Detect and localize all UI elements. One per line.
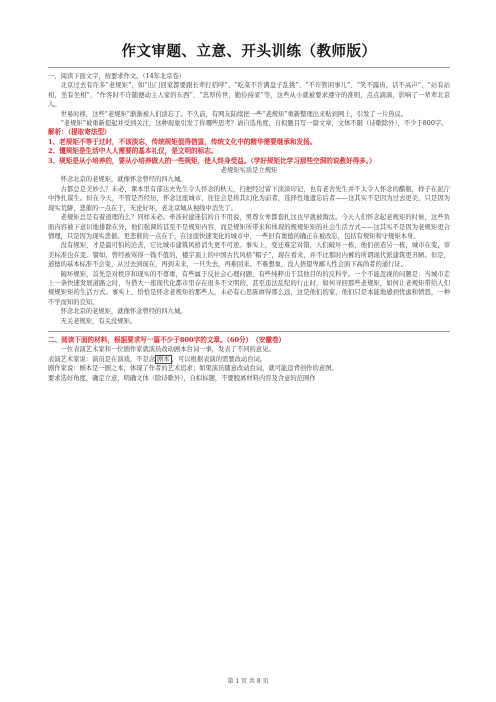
material-quote-end: ，可以根据表演的需要改动台词。 bbox=[171, 355, 267, 363]
material-boxed-word: 剧本 bbox=[157, 355, 170, 363]
material-paragraph: 要求选好角度，确定立意，明确文体（除诗歌外），自拟标题，不要脱离材料内容及含意的范围作 bbox=[48, 374, 316, 382]
section1-heading: 一、阅读下面文字，按要求作文。（14年北京卷） bbox=[48, 73, 186, 80]
material-paragraph: 一位表演艺术家和一位剧作家就演员改动剧本台词一事，发表了不同的意见。 bbox=[60, 346, 275, 354]
material-paragraph: 剧作家说：剧本是一剧之本，体现了作者的艺术追求；如果演员随意改动台词，就可能违背创作的意图。 bbox=[48, 365, 338, 373]
page-footer: 第 1 页 共 8 页 bbox=[227, 678, 269, 685]
essay-title: 老规矩实质是立规矩 bbox=[220, 167, 278, 175]
essay-paragraph: 破坏规矩，首先是对秩序和现实的不尊重，有些属于反社会心理问题，有些纯粹出于其他目的的反科学。一个不能忽视的问题是：当城市走上一条快速发展道路之时，当借大一座现代化都市里存在很多不文明的、甚至违法乱纪的行止时，如何寻回那些老规矩，如何让老规矩带给人们规规矩矩的生活方式。事实上，恰恰是怀念老规矩的那些人，未必有心思陈赓得那么远，这是他们的家，他们只是本能地感到忧虑和愤怒，一种不学而知的良知。 bbox=[48, 270, 450, 306]
analysis-point: 1、老规矩不等于过时，不该淡忘，传统规矩值得借鉴，传统文化中的精华需要继承和发扬。 bbox=[48, 137, 317, 146]
analysis-point: 2、懂规矩是生活中人人需要的基本礼仪，是文明的标志。 bbox=[48, 147, 218, 156]
title-divider bbox=[48, 67, 450, 68]
essay-paragraph: 怀念北京的老规矩，就像怀念曾经的四九城。 bbox=[60, 308, 187, 316]
essay-paragraph: 古都总是美妙么？未必，课本里有郁达夫先生令人怀念的秋天，扫把经过留下淡淡印记，也有老舍先生并不太令人怀念的醋瓶，样子在泥泞中挣扎谋生。但在今天，不管是否经历，怀念这座城市，往往会是将其幻化为前者，选择性地遗忘后者——这其实不是因为过去更美，只是因为现实荒僻，悲催的一点在于，无论好坏，老北京城从视线中消失了。 bbox=[48, 185, 450, 212]
section-divider bbox=[48, 331, 450, 332]
essay-paragraph: 没有规矩，才是最可怕的沦丧，它比城市建筑风格消失更不可逆。事实上，变迁难定对错，人们破坏一栋，他们创造另一栋，城市在变，审美标准也在变。譬如，曾经被骂得一钱不值的，楼宇顶上的中国古代风格“帽子”，现在看来，并不比那时内裤的所谓现代派建筑更丑陋。但是，道德的基本标准不会变，从过去到现在，再到未来，一旦失去，再难回来。不难想象，没人捂望卑鄙人性会面下高尚者的通行证。 bbox=[48, 242, 450, 269]
essay-paragraph: 老规矩总是有着道理的么？同样未必。牵涉封建迷信的自不用说，男尊女卑都套扎这也早就被淘汰。今天人们怀念起老规矩的时候，这些负面内容被下意识地排除在外，他们强调的甚至不是规矩内容，而是规矩所带来和体现的规规矩矩的社会生活方式——这其实不是因为老规矩更合情理，只是因为现实悲催。更悲催的一点在于，在这座快速变化的城市中，一些旧有奥德的确正在被改忘，包括有规矩和守规矩本身。 bbox=[48, 214, 450, 240]
essay-paragraph: 怀念北京的老规矩，就像怀念曾经的四九城。 bbox=[60, 176, 187, 184]
material-paragraph bbox=[48, 355, 450, 364]
prompt-paragraph: 北京过去有许多“老规矩”，如“出门回家都要跟长辈打招呼”、“吃菜不许满盘子乱挑”、“不许管闲事儿”、“笑不露齿，话不高声”、“站有站相，坐有坐相”、“作客时不许随便动主人家的东西”、“忠厚传世，勤俭持家”等，这些从小就被要求遵守的准则，点点滴滴，影响了一辈辈北京人。 bbox=[48, 82, 450, 109]
section2-heading: 二、阅读下面的材料，根据要求写一篇不少于800字的文章。（60分） （安徽卷） bbox=[48, 335, 286, 344]
prompt-paragraph: 世易时移，这些“老规矩”渐渐被人们淡忘了。不久前，有网友陆续把一些“老规矩”重新整理出来贴到网上，引发了一片热议。 bbox=[60, 110, 408, 118]
document-page bbox=[48, 34, 450, 383]
document-title: 作文审题、立意、开头训练（教师版） bbox=[121, 44, 377, 60]
analysis-label: 解析：（提取寄法型） bbox=[48, 128, 111, 137]
material-quote-start: 表演艺术家说：演员是在演戏，不是念 bbox=[48, 355, 156, 363]
prompt-paragraph: “老规矩”被重新提起并受到关注，这种现象引发了你哪些思考？请自选角度，自拟题目写一篇文章，文体不限（诗歌除外），不少于800字。 bbox=[60, 120, 448, 128]
analysis-point: 3、规矩是从小培养的，要从小培养做人的一些规矩，使人终身受益。（学好规矩比学习那些空洞的说教好得多。） bbox=[48, 156, 376, 165]
essay-paragraph: 无关老规矩，有关没规矩。 bbox=[60, 317, 137, 325]
